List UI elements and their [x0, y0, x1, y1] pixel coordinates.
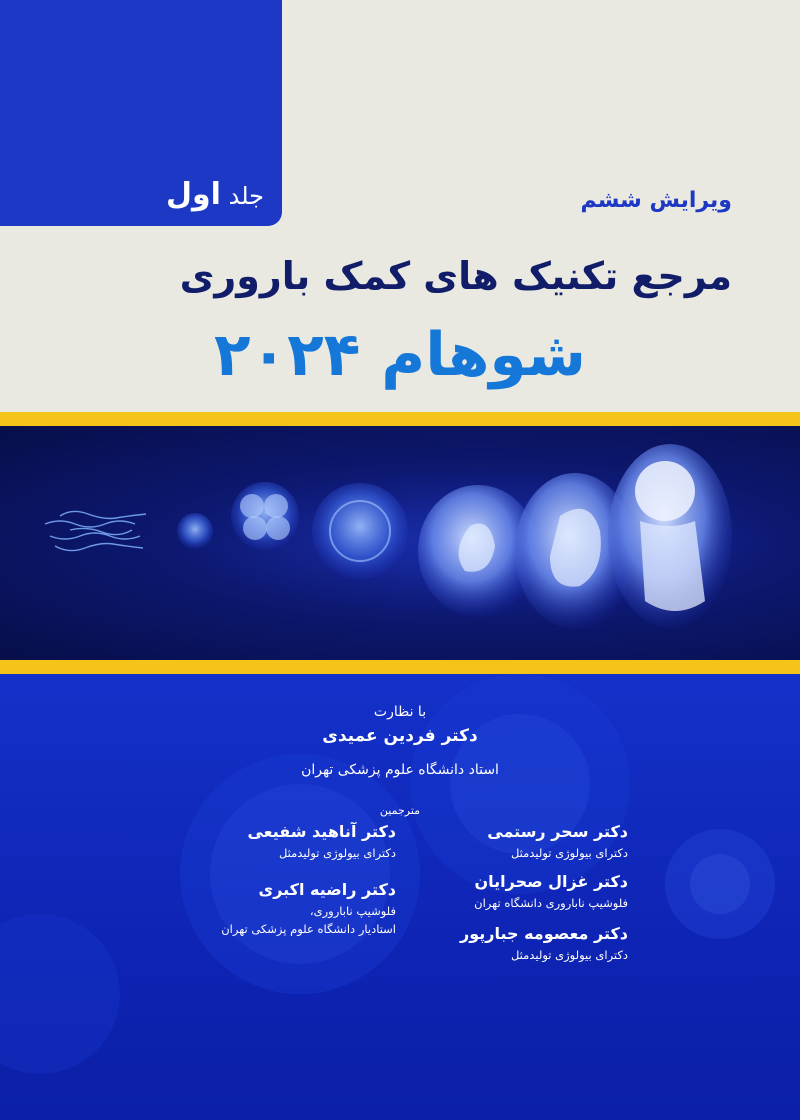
translator-desc: دکترای بیولوژی تولیدمثل: [510, 846, 628, 860]
supervisor-name: دکتر فردین عمیدی: [322, 726, 478, 746]
translator-desc: دکترای بیولوژی تولیدمثل: [278, 846, 396, 860]
yellow-stripe-top: [0, 412, 800, 426]
volume-block: [0, 0, 282, 226]
yellow-stripe-bottom: [0, 660, 800, 674]
translator-desc: استادیار دانشگاه علوم پزشکی تهران: [221, 922, 396, 936]
supervision-label: با نظارت: [373, 704, 427, 720]
blastocyst: [312, 483, 408, 579]
translator-desc: فلوشیپ ناباروری،: [309, 904, 396, 918]
translators-label: مترجمین: [379, 804, 421, 817]
sperm-cells: [45, 511, 146, 550]
translator-name: دکتر غزال صحرایان: [474, 872, 628, 891]
translator-name: دکتر راضیه اکبری: [258, 880, 396, 899]
volume-number: اول: [166, 177, 221, 212]
embryo-development-image: [0, 426, 800, 660]
book-title: مرجع تکنیک های کمک باروری: [179, 254, 732, 298]
translator-name: دکتر معصومه جبارپور: [459, 924, 628, 943]
zygote-cell: [177, 513, 213, 549]
cleavage-embryo: [231, 482, 299, 550]
translator-desc: فلوشیپ ناباروری دانشگاه تهران: [474, 896, 628, 910]
volume-label: [166, 177, 264, 212]
translator-desc: دکترای بیولوژی تولیدمثل: [510, 948, 628, 962]
edition-label: ویرایش ششم: [580, 188, 732, 213]
translator-name: دکتر سحر رستمی: [487, 822, 628, 841]
volume-word: جلد: [228, 182, 264, 210]
book-subtitle: شوهام ۲۰۲۴: [213, 320, 587, 390]
translator-name: دکتر آناهید شفیعی: [247, 822, 396, 841]
supervisor-title: استاد دانشگاه علوم پزشکی تهران: [301, 762, 499, 778]
